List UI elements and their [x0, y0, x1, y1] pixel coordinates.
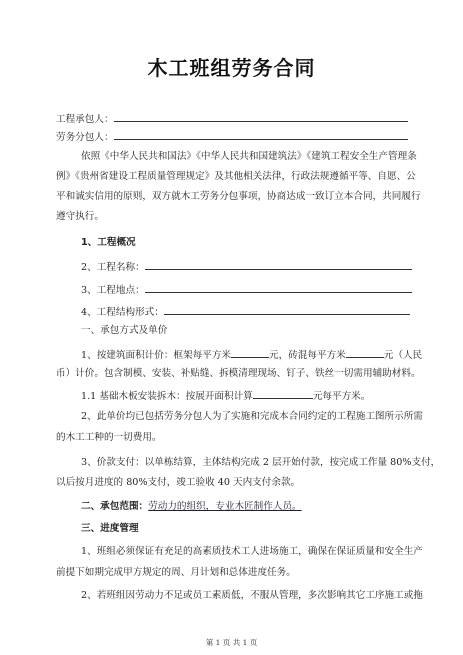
scope-text: 劳动力的组织，专业木匠制作人员。 [148, 501, 302, 512]
intro-line-1: 依照《中华人民共和国法》《中华人民共和国建筑法》《建筑工程安全生产管理条 [81, 151, 417, 162]
section-1-title: 1、工程概况 [81, 237, 136, 248]
price-line-1 [81, 347, 422, 362]
project-location-label: 3、工程地点： [81, 285, 145, 296]
page-footer: 第 1 页 共 1 页 [205, 638, 258, 647]
project-location-line [81, 282, 412, 297]
project-name-label: 2、工程名称： [81, 262, 145, 273]
schedule-line-2: 前提下如期完成甲方规定的周、月计划和总体进度任务。 [56, 567, 296, 578]
project-name-line [81, 259, 412, 274]
project-structure-blank [164, 304, 410, 315]
party-b-label: 劳务分包人： [56, 132, 114, 143]
price-line-5: 的木工工种的一切费用。 [56, 432, 162, 443]
price-brick-label: 元，砖混每平方米 [269, 350, 346, 361]
schedule-line-3: 2、若班组因劳动力不足或员工素质低，不服从管理，多次影响其它工序施工或拖 [81, 590, 423, 601]
price-line-2: 币）计价。包含制模、安装、补贴缝、拆模清理现场、钉子、铁丝一切需用辅助材料。 [56, 368, 421, 379]
foundation-price-unit: 元每平方米。 [312, 391, 371, 402]
price-line-4: 2、此单价均已包括劳务分包人为了实施和完成本合同约定的工程施工图所示所需 [81, 411, 423, 422]
party-a-line [56, 111, 408, 126]
price-line-3 [81, 388, 370, 403]
document-title: 木工班组劳务合同 [147, 56, 316, 80]
contract-method-title: 一、承包方式及单价 [81, 325, 168, 336]
price-line-6: 3、价款支付：以单栋结算，主体结构完成 2 层开始付款，按完成工作量 80%支付， [81, 457, 441, 468]
price-line-7: 以后按月进度的 80%支付，竣工验收 40 天内支付余款。 [56, 477, 301, 488]
party-b-blank [114, 129, 408, 140]
intro-line-3: 平和诚实信用的原则，双方就木工劳务分包事项，协商达成一致订立本合同，共同履行 [56, 191, 421, 202]
framework-price-blank [231, 347, 269, 358]
scope-label: 二、承包范围： [81, 501, 149, 512]
project-structure-label: 4、工程结构形式： [81, 307, 164, 318]
schedule-title: 三、进度管理 [81, 523, 139, 534]
party-b-line [56, 129, 408, 144]
brick-price-blank [346, 347, 384, 358]
party-a-label: 工程承包人： [56, 114, 114, 125]
scope-line [81, 500, 302, 513]
foundation-price-label: 1.1 基础木板安装拆木：按展开面积计算 [81, 391, 253, 402]
intro-line-4: 遵守执行。 [56, 211, 104, 222]
project-structure-line [81, 304, 410, 319]
project-name-blank [145, 259, 412, 270]
price-framework-label: 1、按建筑面积计价：框架每平方米 [81, 350, 232, 361]
party-a-blank [114, 111, 408, 122]
price-currency-label: 元（人民 [383, 350, 423, 361]
intro-line-2: 例》《贵州省建设工程质量管理规定》及其他相关法律，行政法规遵循平等、自愿、公 [56, 171, 416, 182]
project-location-blank [145, 282, 412, 293]
schedule-line-1: 1、班组必须保证有充足的高素质技术工人进场施工，确保在保证质量和安全生产 [81, 546, 423, 557]
foundation-price-blank [253, 388, 313, 399]
